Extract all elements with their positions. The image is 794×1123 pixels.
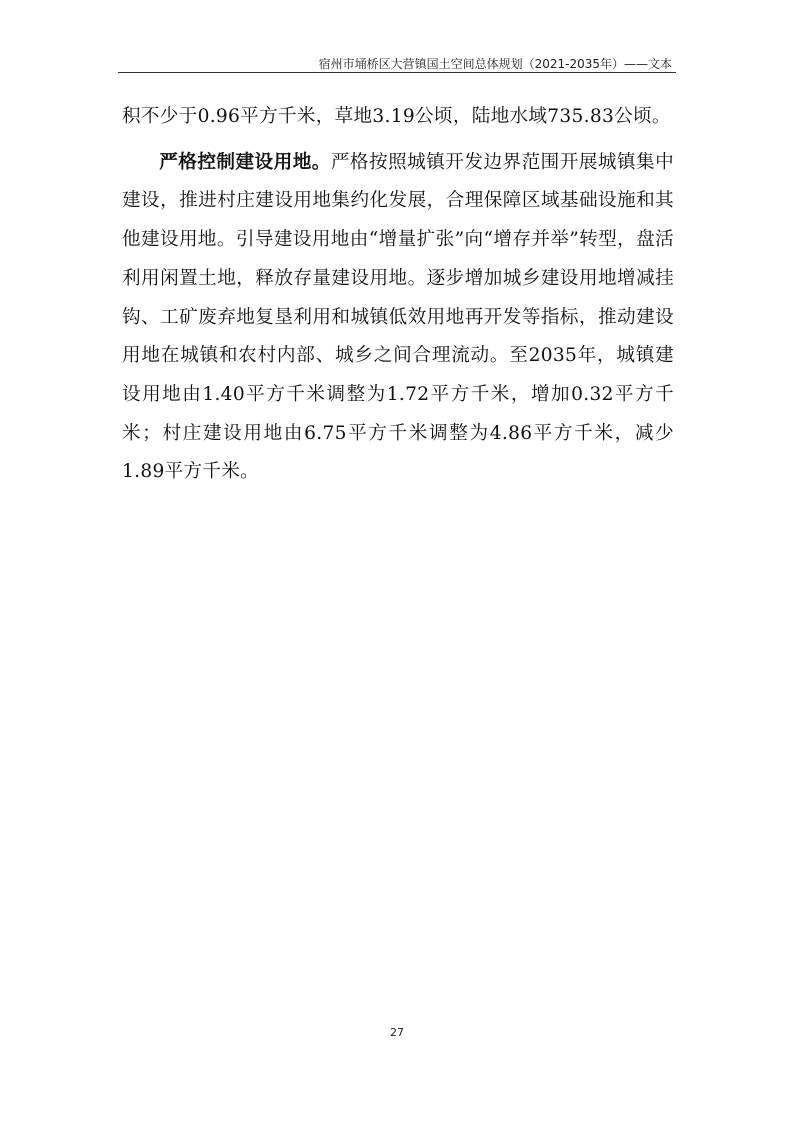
paragraph-land-area: 积不少于0.96平方千米，草地3.19公顷，陆地水域735.83公顷。 (122, 106, 671, 127)
header-divider (118, 72, 676, 73)
paragraph-body-text: 严格按照城镇开发边界范围开展城镇集中建设，推进村庄建设用地集约化发展，合理保障区域基础设施和其他建设用地。引导建设用地由“增量扩张”向“增存并举”转型，盘活利用闲置土地，释放存量建设用地。逐步增加城乡建设用地增减挂钩、工矿废弃地复垦利用和城镇低效用地再开发等指标，推动建设用地在城镇和农村内部、城乡之间合理流动。至2035年，城镇建设用地由1.40平方千米调整为1.72平方千米，增加0.32平方千米；村庄建设用地由6.75平方千米调整为4.86平方千米，减少1.89平方千米。 (122, 151, 675, 483)
paragraph-lead-heading: 严格控制建设用地。 (159, 151, 331, 173)
document-header-title: 宿州市埇桥区大营镇国土空间总体规划（2021-2035年）——文本 (318, 57, 672, 71)
document-body (122, 98, 674, 492)
paragraph-construction-land (122, 144, 674, 492)
page-number: 27 (390, 1026, 404, 1039)
